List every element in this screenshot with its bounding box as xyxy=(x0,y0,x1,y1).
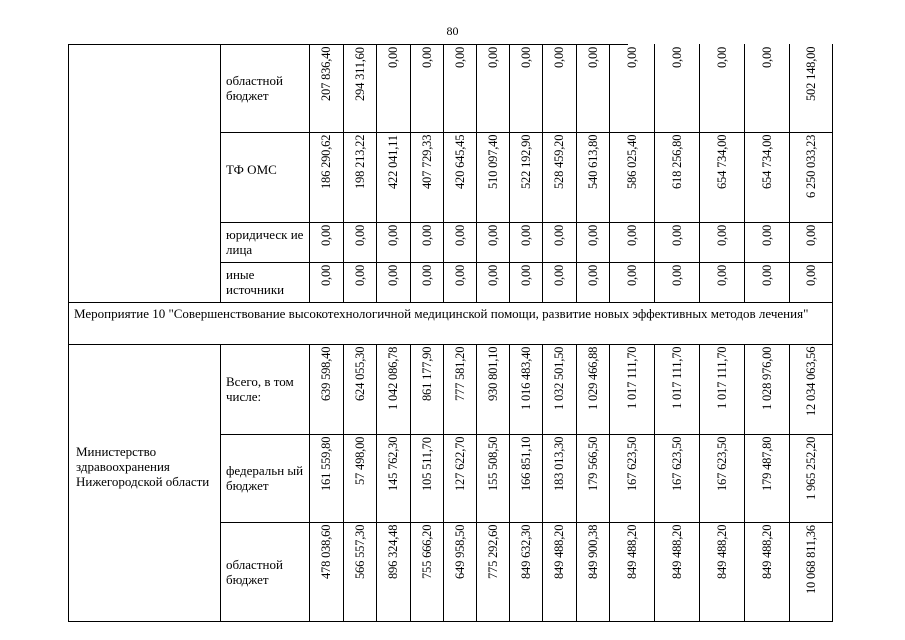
value-cell: 105 511,70 xyxy=(419,437,434,491)
column-divider xyxy=(699,344,700,622)
band-top-border xyxy=(68,302,833,303)
column-divider xyxy=(220,44,221,302)
value-cell: 0,00 xyxy=(352,265,367,287)
value-cell: 1 016 483,40 xyxy=(518,347,533,411)
column-divider xyxy=(744,44,745,302)
value-cell: 849 488,20 xyxy=(714,525,729,580)
value-cell: 0,00 xyxy=(386,47,400,69)
row-label: иные источники xyxy=(226,267,285,297)
value-cell: 896 324,48 xyxy=(386,525,400,580)
column-divider xyxy=(744,344,745,622)
value-cell: 755 666,20 xyxy=(419,525,434,580)
row-divider xyxy=(220,222,833,223)
column-divider xyxy=(476,44,477,302)
value-cell: 1 042 086,78 xyxy=(386,347,400,411)
column-divider xyxy=(343,44,344,302)
value-cell: 1 017 111,70 xyxy=(714,347,729,410)
value-cell: 0,00 xyxy=(452,47,467,69)
column-divider xyxy=(542,44,543,302)
column-divider xyxy=(376,44,377,302)
value-cell: 502 148,00 xyxy=(804,47,818,102)
value-cell: 155 508,50 xyxy=(485,437,500,492)
measure-title: Мероприятие 10 "Совершенствование высокотехнологичной медицинской помощи, развитие новых эффективных методов лечения" xyxy=(74,306,809,321)
value-cell: 0,00 xyxy=(552,265,566,287)
value-cell: 179 487,80 xyxy=(759,437,774,492)
value-cell: 12 034 063,56 xyxy=(804,347,818,417)
value-cell: 654 734,00 xyxy=(714,135,729,190)
column-divider xyxy=(376,344,377,622)
value-cell: 1 029 466,88 xyxy=(585,347,600,411)
value-cell: 1 017 111,70 xyxy=(669,347,684,410)
value-cell: 183 013,30 xyxy=(552,437,566,492)
column-divider xyxy=(789,344,790,622)
value-cell: 528 459,20 xyxy=(552,135,566,190)
table-bottom-border xyxy=(68,621,833,622)
value-cell: 167 623,50 xyxy=(714,437,729,492)
value-cell: 522 192,90 xyxy=(518,135,533,190)
column-divider xyxy=(576,344,577,622)
value-cell: 407 729,33 xyxy=(419,135,434,190)
column-divider xyxy=(609,344,610,622)
table-left-border xyxy=(68,44,69,622)
executor-cell: Министерство здравоохранения Нижегородской области xyxy=(76,444,210,489)
value-cell: 618 256,80 xyxy=(669,135,684,190)
column-divider xyxy=(309,344,310,622)
value-cell: 0,00 xyxy=(624,47,639,69)
value-cell: 478 038,60 xyxy=(319,525,333,580)
column-divider xyxy=(443,344,444,622)
value-cell: 0,00 xyxy=(669,265,684,287)
value-cell: 510 097,40 xyxy=(485,135,500,190)
value-cell: 849 488,20 xyxy=(759,525,774,580)
value-cell: 127 622,70 xyxy=(452,437,467,492)
column-divider xyxy=(609,44,610,302)
column-divider xyxy=(699,44,700,302)
value-cell: 179 566,50 xyxy=(585,437,600,492)
value-cell: 0,00 xyxy=(804,265,818,287)
value-cell: 6 250 033,23 xyxy=(804,135,818,199)
value-cell: 0,00 xyxy=(419,47,434,69)
value-cell: 422 041,11 xyxy=(386,135,400,189)
value-cell: 777 581,20 xyxy=(452,347,467,402)
value-cell: 0,00 xyxy=(319,265,333,287)
value-cell: 0,00 xyxy=(552,225,566,247)
value-cell: 0,00 xyxy=(585,225,600,247)
value-cell: 57 498,00 xyxy=(352,437,367,486)
value-cell: 0,00 xyxy=(669,225,684,247)
value-cell: 624 055,30 xyxy=(352,347,367,402)
value-cell: 0,00 xyxy=(419,225,434,247)
value-cell: 849 488,20 xyxy=(669,525,684,580)
table-right-border xyxy=(832,44,833,622)
value-cell: 0,00 xyxy=(386,265,400,287)
value-cell: 1 017 111,70 xyxy=(624,347,639,410)
value-cell: 420 645,45 xyxy=(452,135,467,190)
row-divider xyxy=(220,522,833,523)
row-label: юридическ ие лица xyxy=(226,227,304,257)
value-cell: 1 965 252,20 xyxy=(804,437,818,501)
column-divider xyxy=(443,44,444,302)
value-cell: 0,00 xyxy=(585,265,600,287)
value-cell: 0,00 xyxy=(452,225,467,247)
value-cell: 0,00 xyxy=(485,47,500,69)
value-cell: 0,00 xyxy=(552,47,566,69)
value-cell: 0,00 xyxy=(386,225,400,247)
value-cell: 161 559,80 xyxy=(319,437,333,492)
page-number: 80 xyxy=(446,24,459,38)
value-cell: 294 311,60 xyxy=(352,47,367,101)
value-cell: 1 028 976,00 xyxy=(759,347,774,411)
value-cell: 775 292,60 xyxy=(485,525,500,580)
row-label: областной бюджет xyxy=(226,557,283,587)
value-cell: 0,00 xyxy=(319,225,333,247)
value-cell: 0,00 xyxy=(452,265,467,287)
value-cell: 849 488,20 xyxy=(552,525,566,580)
value-cell: 0,00 xyxy=(518,265,533,287)
value-cell: 586 025,40 xyxy=(624,135,639,190)
row-divider xyxy=(220,434,833,435)
budget-table xyxy=(68,44,833,622)
value-cell: 654 734,00 xyxy=(759,135,774,190)
value-cell: 0,00 xyxy=(419,265,434,287)
column-divider xyxy=(654,344,655,622)
row-divider xyxy=(220,132,833,133)
value-cell: 849 488,20 xyxy=(624,525,639,580)
value-cell: 0,00 xyxy=(759,225,774,247)
value-cell: 186 290,62 xyxy=(319,135,333,190)
value-cell: 0,00 xyxy=(759,265,774,287)
value-cell: 566 557,30 xyxy=(352,525,367,580)
value-cell: 167 623,50 xyxy=(669,437,684,492)
value-cell: 167 623,50 xyxy=(624,437,639,492)
column-divider xyxy=(576,44,577,302)
column-divider xyxy=(220,344,221,622)
value-cell: 649 958,50 xyxy=(452,525,467,580)
value-cell: 0,00 xyxy=(485,265,500,287)
value-cell: 145 762,30 xyxy=(386,437,400,492)
table-top-border xyxy=(68,44,628,45)
value-cell: 198 213,22 xyxy=(352,135,367,190)
column-divider xyxy=(476,344,477,622)
row-label: областной бюджет xyxy=(226,73,283,103)
value-cell: 930 801,10 xyxy=(485,347,500,402)
value-cell: 849 900,38 xyxy=(585,525,600,580)
value-cell: 0,00 xyxy=(624,265,639,287)
column-divider xyxy=(509,344,510,622)
row-label: Всего, в том числе: xyxy=(226,374,294,404)
column-divider xyxy=(542,344,543,622)
value-cell: 540 613,80 xyxy=(585,135,600,190)
value-cell: 861 177,90 xyxy=(419,347,434,402)
value-cell: 0,00 xyxy=(714,265,729,287)
row-label: ТФ ОМС xyxy=(226,162,277,177)
value-cell: 849 632,30 xyxy=(518,525,533,580)
column-divider xyxy=(309,44,310,302)
value-cell: 0,00 xyxy=(518,47,533,69)
value-cell: 0,00 xyxy=(714,47,729,69)
value-cell: 0,00 xyxy=(518,225,533,247)
value-cell: 10 068 811,36 xyxy=(804,525,818,594)
value-cell: 0,00 xyxy=(585,47,600,69)
value-cell: 0,00 xyxy=(804,225,818,247)
row-divider xyxy=(220,262,833,263)
value-cell: 1 032 501,50 xyxy=(552,347,566,411)
value-cell: 0,00 xyxy=(759,47,774,69)
band-bottom-border xyxy=(68,344,833,345)
value-cell: 207 836,40 xyxy=(319,47,333,102)
value-cell: 639 598,40 xyxy=(319,347,333,402)
column-divider xyxy=(410,44,411,302)
value-cell: 0,00 xyxy=(485,225,500,247)
row-label: федеральн ый бюджет xyxy=(226,463,304,493)
column-divider xyxy=(789,44,790,302)
value-cell: 0,00 xyxy=(352,225,367,247)
value-cell: 0,00 xyxy=(624,225,639,247)
column-divider xyxy=(509,44,510,302)
value-cell: 166 851,10 xyxy=(518,437,533,492)
value-cell: 0,00 xyxy=(669,47,684,69)
column-divider xyxy=(343,344,344,622)
value-cell: 0,00 xyxy=(714,225,729,247)
column-divider xyxy=(410,344,411,622)
column-divider xyxy=(654,44,655,302)
